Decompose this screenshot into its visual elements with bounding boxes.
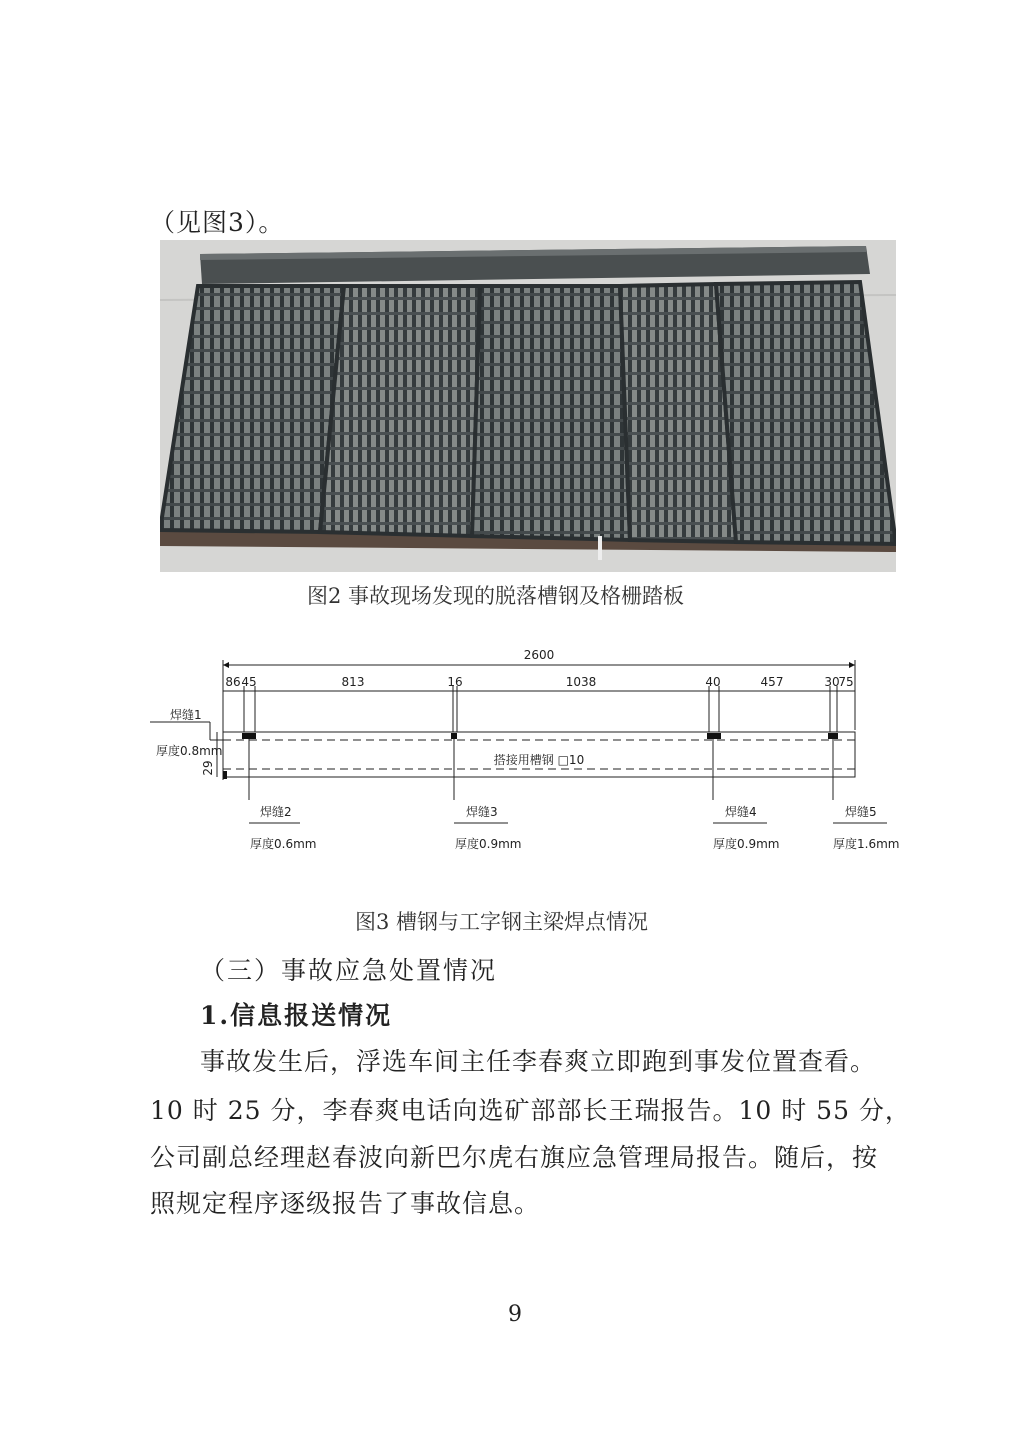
dim-segment: 16 (447, 675, 463, 689)
dim-segment: 40 (705, 675, 721, 689)
dim-total: 2600 (523, 648, 555, 662)
weld4-name: 焊缝4 (725, 805, 757, 819)
dim-segment: 457 (760, 675, 784, 689)
weld2-name: 焊缝2 (260, 805, 292, 819)
dim-segment: 86 (225, 675, 241, 689)
weld-mark-side (223, 771, 227, 779)
page-number: 9 (508, 1302, 522, 1327)
weld3-name: 焊缝3 (466, 805, 498, 819)
weld3-thickness: 厚度0.9mm (455, 837, 522, 851)
paragraph-line: 照规定程序逐级报告了事故信息。 (150, 1189, 541, 1218)
beam-label: 搭接用槽钢 □10 (493, 753, 585, 767)
paragraph-line: 公司副总经理赵春波向新巴尔虎右旗应急管理局报告。随后，按 (150, 1143, 879, 1172)
figure3-caption: 图3 槽钢与工字钢主梁焊点情况 (355, 910, 649, 934)
weld-mark-1 (242, 733, 256, 739)
dim-segment: 1038 (565, 675, 597, 689)
weld-mark-2 (451, 733, 457, 739)
weld-mark-3 (707, 733, 721, 739)
section-heading: （三）事故应急处置情况 (200, 956, 498, 985)
weld1-thickness: 厚度0.8mm (156, 744, 223, 758)
side-dimension: 29 (201, 760, 215, 776)
dim-segment: 45 (241, 675, 257, 689)
dim-segment: 813 (341, 675, 365, 689)
figure2-photo (160, 240, 896, 572)
weld2-thickness: 厚度0.6mm (250, 837, 317, 851)
dim-segment: 75 (838, 675, 854, 689)
weld1-name: 焊缝1 (170, 708, 202, 722)
weld5-name: 焊缝5 (845, 805, 877, 819)
dim-segment: 30 (824, 675, 840, 689)
grating-photo-image (160, 240, 896, 572)
section-subheading: 1.信息报送情况 (200, 1001, 393, 1030)
weld-diagram-svg (150, 640, 900, 860)
weld-mark-4 (828, 733, 838, 739)
figure2-caption: 图2 事故现场发现的脱落槽钢及格栅踏板 (307, 584, 685, 608)
weld4-thickness: 厚度0.9mm (713, 837, 780, 851)
figure3-diagram (150, 640, 900, 860)
paragraph-line: 10 时 25 分，李春爽电话向选矿部部长王瑞报告。10 时 55 分， (150, 1096, 911, 1125)
weld5-thickness: 厚度1.6mm (833, 837, 900, 851)
figure-reference: （见图3）。 (150, 208, 285, 237)
paragraph-line: 事故发生后，浮选车间主任李春爽立即跑到事发位置查看。 (200, 1047, 877, 1076)
